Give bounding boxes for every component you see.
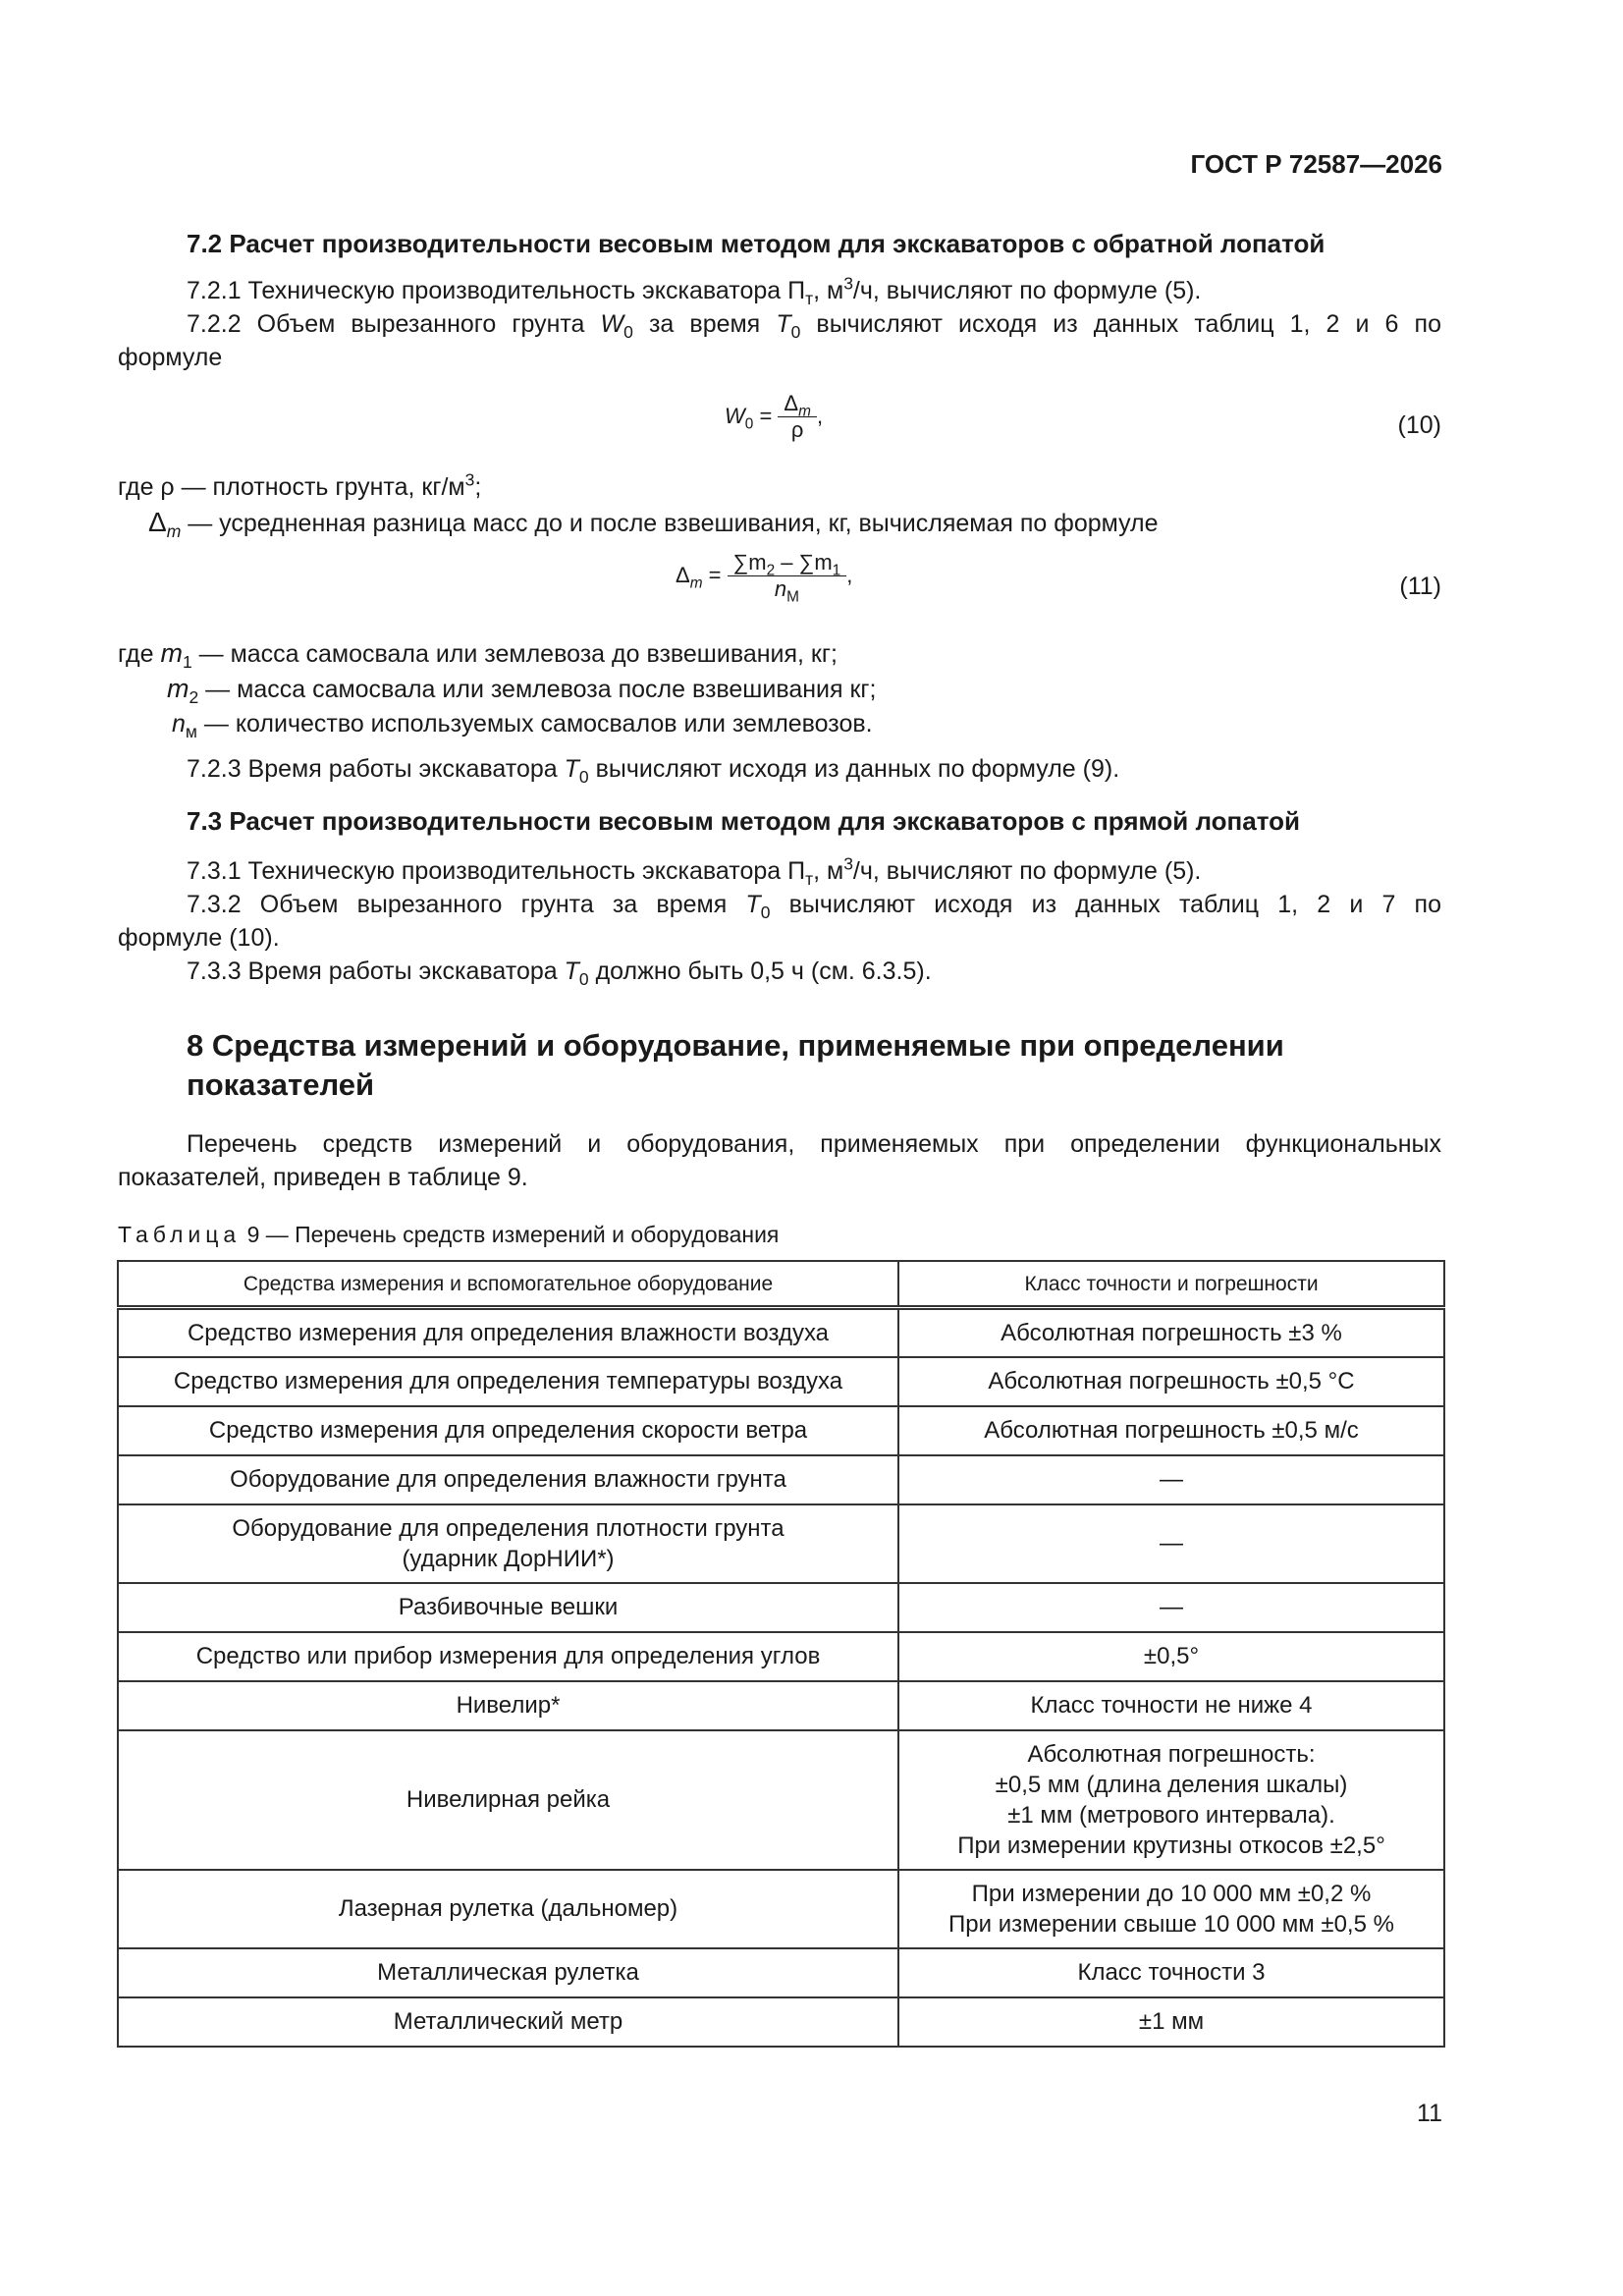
table-cell-accuracy: Абсолютная погрешность ±0,5 °С — [898, 1357, 1444, 1406]
table-cell-accuracy: Абсолютная погрешность ±3 % — [898, 1308, 1444, 1357]
table-cell-accuracy: Абсолютная погрешность: ±0,5 мм (длина деления шкалы) ±1 мм (метрового интервала). При измерении крутизны откосов ±2,5° — [898, 1730, 1444, 1870]
table-cell-accuracy: — — [898, 1504, 1444, 1583]
table-row — [118, 1870, 1444, 1948]
column-header-equipment: Средства измерения и вспомогательное оборудование — [118, 1261, 898, 1308]
section-7-3-heading: 7.3 Расчет производительности весовым методом для экскаваторов с прямой лопатой — [187, 806, 1300, 836]
where-nm: $n_м$ — количество используемых самосвалов или землевозов. — [172, 710, 873, 741]
table-row — [118, 1583, 1444, 1632]
paragraph-7-3-1: 7.3.1 Техническую производительность экскаватора $П_т$, $м^3/ч$, вычисляют по формуле (5). — [187, 853, 1202, 889]
table-cell-accuracy: ±1 мм — [898, 1997, 1444, 2047]
table-cell-equipment: Металлический метр — [118, 1997, 898, 2047]
table-9-caption: Таблица 9 — Перечень средств измерений и оборудования — [118, 1222, 780, 1247]
paragraph-7-2-1: 7.2.1 Техническую производительность экскаватора $П_т$, $м^3/ч$, вычисляют по формуле (5). — [187, 273, 1202, 308]
table-cell-accuracy: Класс точности 3 — [898, 1948, 1444, 1997]
table-cell-equipment: Средство измерения для определения температуры воздуха — [118, 1357, 898, 1406]
formula-10: $W_0$ = $\frac{\Delta_m}{\rho}$ , — [725, 391, 824, 442]
table-row — [118, 1948, 1444, 1997]
section-8-heading: 8 Средства измерений и оборудование, применяемые при определении показателей — [187, 1028, 1284, 1102]
document-standard-number: ГОСТ Р 72587—2026 — [1190, 149, 1442, 179]
column-header-accuracy: Класс точности и погрешности — [898, 1261, 1444, 1308]
paragraph-7-3-2: 7.3.2 Объем вырезанного грунта за время $T_0$ вычисляют исходя из данных таблиц 1, 2 и 7 по — [187, 891, 1441, 922]
table-row — [118, 1406, 1444, 1455]
table-cell-accuracy: — — [898, 1455, 1444, 1504]
table-header-row — [118, 1261, 1444, 1308]
paragraph-7-2-2-continuation: формуле — [118, 344, 223, 371]
formula-11-number: (11) — [1399, 573, 1441, 600]
table-cell-accuracy: ±0,5° — [898, 1632, 1444, 1681]
table-cell-equipment: Разбивочные вешки — [118, 1583, 898, 1632]
table-9 — [117, 1260, 1445, 2048]
where-rho: где ρ — плотность грунта, $кг/м^3$; — [118, 469, 482, 501]
section-7-2-heading: 7.2 Расчет производительности весовым методом для экскаваторов с обратной лопатой — [187, 229, 1325, 258]
section-8-paragraph-line-2: показателей, приведен в таблице 9. — [118, 1164, 528, 1191]
table-cell-equipment: Средство измерения для определения скорости ветра — [118, 1406, 898, 1455]
where-delta-m: $\Delta_m$ — усредненная разница масс до и после взвешивания, кг, вычисляемая по формуле — [148, 507, 1159, 541]
table-cell-equipment: Оборудование для определения влажности грунта — [118, 1455, 898, 1504]
table-cell-equipment: Нивелирная рейка — [118, 1730, 898, 1870]
table-row — [118, 1504, 1444, 1583]
table-row — [118, 1681, 1444, 1730]
table-row — [118, 1997, 1444, 2047]
table-row — [118, 1357, 1444, 1406]
table-row — [118, 1632, 1444, 1681]
paragraph-7-2-3: 7.2.3 Время работы экскаватора $T_0$ вычисляют исходя из данных по формуле (9). — [187, 755, 1120, 787]
table-cell-equipment: Средство измерения для определения влажности воздуха — [118, 1308, 898, 1357]
table-cell-equipment: Лазерная рулетка (дальномер) — [118, 1870, 898, 1948]
paragraph-7-3-2-continuation: формуле (10). — [118, 924, 280, 952]
table-cell-equipment: Нивелир* — [118, 1681, 898, 1730]
table-cell-accuracy: — — [898, 1583, 1444, 1632]
paragraph-7-3-3: 7.3.3 Время работы экскаватора $T_0$ должно быть 0,5 ч (см. 6.3.5). — [187, 957, 932, 989]
table-row — [118, 1455, 1444, 1504]
table-cell-equipment: Средство или прибор измерения для определения углов — [118, 1632, 898, 1681]
table-row — [118, 1730, 1444, 1870]
table-cell-equipment: Оборудование для определения плотности грунта (ударник ДорНИИ*) — [118, 1504, 898, 1583]
formula-10-number: (10) — [1397, 411, 1441, 439]
table-cell-accuracy: При измерении до 10 000 мм ±0,2 % При измерении свыше 10 000 мм ±0,5 % — [898, 1870, 1444, 1948]
section-8-paragraph-line-1: Перечень средств измерений и оборудования, применяемых при определении функциональных — [187, 1130, 1441, 1158]
table-cell-equipment: Металлическая рулетка — [118, 1948, 898, 1997]
where-m1: где $m_1$ — масса самосвала или землевоза до взвешивания, кг; — [118, 638, 838, 672]
table-cell-accuracy: Абсолютная погрешность ±0,5 м/с — [898, 1406, 1444, 1455]
table-cell-accuracy: Класс точности не ниже 4 — [898, 1681, 1444, 1730]
formula-11: $\Delta_m$ = $\frac{\sum m_2 - \sum m_1}{n_M}$ , — [676, 550, 853, 606]
table-row — [118, 1308, 1444, 1357]
paragraph-7-2-2: 7.2.2 Объем вырезанного грунта $W_0$ за время $T_0$ вычисляют исходя из данных таблиц 1, 2 и 6 по — [187, 310, 1441, 342]
page-number: 11 — [1417, 2100, 1442, 2127]
where-m2: $m_2$ — масса самосвала или землевоза после взвешивания кг; — [167, 674, 877, 707]
